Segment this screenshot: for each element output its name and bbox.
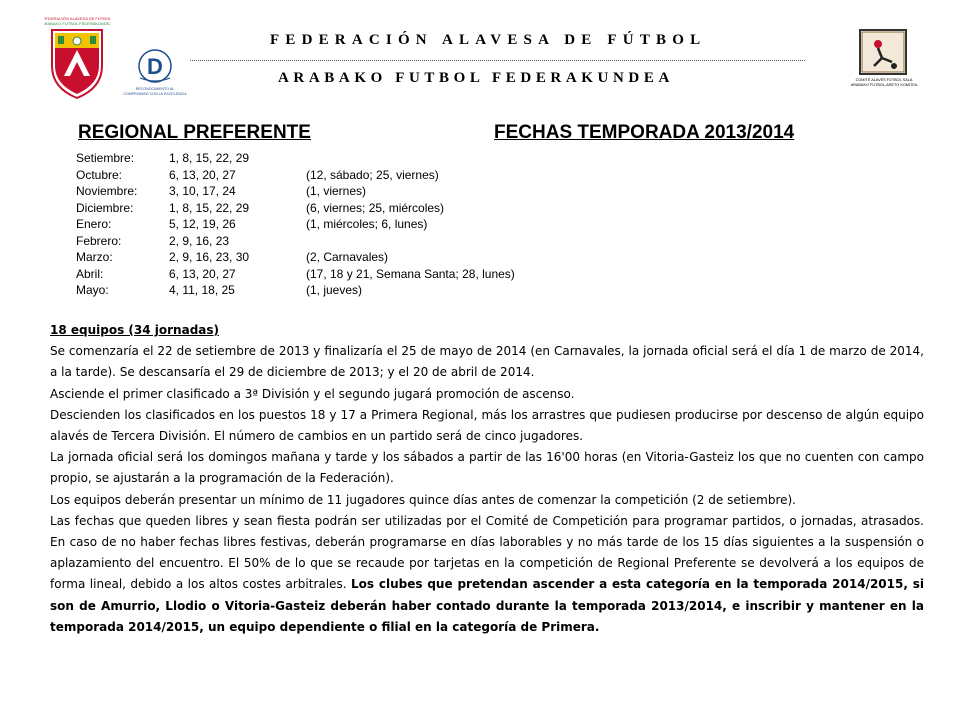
paragraph-official-day: La jornada oficial será los domingos mañana y tarde y los sábados a partir de las 16'00 horas (en Vitoria-Gasteiz los que no cuenten con campo propio, se ajustarán a la programación de la Federación).: [50, 450, 924, 486]
schedule-row: [76, 266, 515, 283]
paragraph-minimum-players: Los equipos deberán presentar un mínimo de 11 jugadores quince días antes de comenzar la competición (2 de setiembre).: [50, 492, 796, 507]
schedule-month: Diciembre:: [76, 200, 134, 215]
schedule-note: (12, sábado; 25, viernes): [306, 167, 439, 182]
svg-text:RECONOCIMIENTO AL: RECONOCIMIENTO AL: [135, 87, 175, 91]
schedule-dates: 5, 12, 19, 26: [169, 217, 236, 231]
schedule-month: Abril:: [76, 266, 104, 281]
schedule-note: (1, viernes): [306, 184, 367, 198]
schedule-dates: 6, 13, 20, 27: [169, 167, 236, 182]
schedule-dates: 3, 10, 17, 24: [169, 184, 236, 198]
schedule-row: [76, 282, 515, 299]
paragraph-free-dates: [50, 511, 924, 638]
schedule-note: (2, Carnavales): [306, 250, 389, 264]
schedule-month: Febrero:: [76, 233, 122, 248]
schedule-row: [76, 167, 515, 184]
schedule-month: Noviembre:: [76, 184, 138, 198]
schedule-dates: 1, 8, 15, 22, 29: [169, 151, 250, 165]
excellence-d-logo: [120, 48, 190, 102]
schedule-row: [76, 216, 515, 233]
schedule-month: Setiembre:: [76, 151, 135, 165]
schedule-note: (17, 18 y 21, Semana Santa; 28, lunes): [306, 266, 515, 281]
schedule-month: Octubre:: [76, 167, 123, 182]
teams-heading: 18 equipos (34 jornadas): [50, 323, 220, 337]
schedule-month: Mayo:: [76, 283, 109, 297]
schedule-dates: 1, 8, 15, 22, 29: [169, 200, 250, 215]
svg-text:ARABAKO FUTBOL FEDERAKUNDEA: ARABAKO FUTBOL FEDERAKUNDEA: [44, 21, 110, 26]
header-divider: [190, 60, 805, 61]
paragraph-relegation: Descienden los clasificados en los puestos 18 y 17 a Primera Regional, más los arrastres que pudiesen producirse por descenso de algún equipo alavés de Tercera División. El número de cambios en un partido será de cinco jugadores.: [50, 407, 924, 444]
schedule-row: [76, 183, 515, 200]
schedule-row: [76, 249, 515, 266]
svg-text:ARABAKO FUTBOL-ARETO KOMITEA: ARABAKO FUTBOL-ARETO KOMITEA: [850, 83, 918, 87]
schedule-dates: 4, 11, 18, 25: [169, 283, 235, 297]
paragraph-promotion: Asciende el primer clasificado a 3ª División y el segundo jugará promoción de ascenso.: [50, 386, 575, 401]
schedule-dates: 2, 9, 16, 23, 30: [169, 250, 250, 264]
svg-text:D: D: [147, 54, 163, 79]
season-title: FECHAS TEMPORADA 2013/2014: [494, 122, 795, 143]
schedule-note: (1, miércoles; 6, lunes): [306, 217, 428, 231]
schedule-dates: 2, 9, 16, 23: [169, 233, 230, 248]
schedule-table: [76, 150, 515, 299]
svg-text:FEDERACIÓN ALAVESA DE FÚTBOL: FEDERACIÓN ALAVESA DE FÚTBOL: [44, 16, 110, 21]
schedule-note: (6, viernes; 25, miércoles): [306, 200, 445, 215]
category-title: REGIONAL PREFERENTE: [78, 122, 311, 143]
svg-text:COMITÉ ALAVÉS FÚTBOL SALA: COMITÉ ALAVÉS FÚTBOL SALA: [855, 78, 913, 82]
schedule-row: [76, 150, 515, 167]
svg-text:COMPROMISO CON LA EXCELENCIA: COMPROMISO CON LA EXCELENCIA: [123, 92, 187, 96]
schedule-month: Marzo:: [76, 250, 113, 264]
paragraph-dates: Se comenzaría el 22 de setiembre de 2013 y finalizaría el 25 de mayo de 2014 (en Carnavales, la jornada oficial será el día 1 de marzo de 2014, a la tarde). Se descansaría el 29 de diciembre de 2013; y el 20 de abril de 2014.: [50, 344, 924, 380]
federation-name-spanish: FEDERACIÓN ALAVESA DE FÚTBOL: [270, 32, 707, 48]
federation-name-basque: ARABAKO FUTBOL FEDERAKUNDEA: [278, 70, 674, 86]
rules-text: [50, 320, 924, 638]
federation-crest-logo: [44, 14, 110, 100]
free-dates-text: Las fechas que queden libres y sean fiesta podrán ser utilizadas por el Comité de Competición para programar partidos, o jornadas, atrasados. En caso de no haber fechas libres festivas, deberán programarse en días laborables y no más tarde de los 15 días siguientes a la suspensión o aplazamiento del encuentro. El 50% de lo que se recaude por tarjetas en la competición de Regional Preferente se devolverá a los equipos de forma lineal, debido a los altos costes arbitrales.: [50, 513, 924, 592]
schedule-note: (1, jueves): [306, 283, 363, 297]
schedule-row: [76, 233, 515, 250]
promotion-requirement-text: Los clubes que pretendan ascender a esta categoría en la temporada 2014/2015, si son de Amurrio, Llodio o Vitoria-Gasteiz deberán haber contado durante la temporada 2013/2014, e inscribir y mantener en la temporada 2014/2015, un equipo dependiente o filial en la categoría de Primera.: [50, 577, 924, 634]
schedule-row: [76, 200, 515, 217]
futsal-committee-logo: [848, 28, 920, 92]
schedule-dates: 6, 13, 20, 27: [169, 266, 236, 281]
schedule-month: Enero:: [76, 217, 112, 231]
